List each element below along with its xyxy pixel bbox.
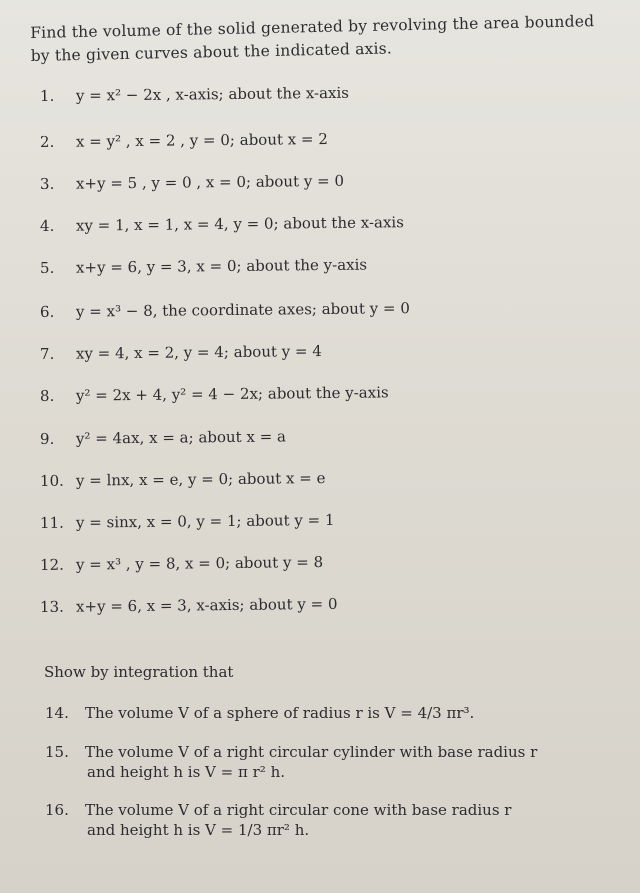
section-heading: Show by integration that (44, 663, 234, 681)
problem-3 (40, 171, 344, 194)
problem-number: 13. (39, 597, 64, 616)
problem-number: 5. (39, 258, 55, 277)
problem-11 (40, 510, 335, 533)
problem-5 (40, 255, 367, 278)
problem-text: y² = 2x + 4, y² = 4 − 2x; about the y-axis (75, 383, 389, 405)
problem-text: y = x³ − 8, the coordinate axes; about y = 0 (75, 299, 410, 321)
problem-text-line2: and height h is V = π r² h. (87, 763, 286, 781)
problem-text: y² = 4ax, x = a; about x = a (75, 427, 287, 448)
problem-number: 15. (45, 743, 69, 761)
problem-text: x+y = 5 , y = 0 , x = 0; about y = 0 (75, 171, 345, 193)
problem-16 (45, 800, 605, 840)
problem-4 (40, 212, 404, 236)
problem-text: The volume V of a sphere of radius r is V = 4/3 πr³. (85, 704, 475, 722)
problem-1 (40, 83, 349, 106)
problem-text: y = x³ , y = 8, x = 0; about y = 8 (75, 553, 324, 574)
problem-text: x = y² , x = 2 , y = 0; about x = 2 (75, 129, 328, 151)
problem-7 (40, 341, 322, 364)
problem-9 (40, 426, 286, 449)
problem-text: y = x² − 2x , x-axis; about the x-axis (75, 83, 350, 105)
problem-number: 7. (39, 344, 55, 363)
problem-8 (40, 382, 389, 406)
problem-text: y = sinx, x = 0, y = 1; about y = 1 (75, 510, 335, 532)
problem-number: 3. (39, 174, 55, 193)
problem-number: 12. (39, 555, 64, 574)
problem-6 (40, 298, 410, 322)
problem-text: xy = 1, x = 1, x = 4, y = 0; about the x-axis (75, 213, 404, 235)
problem-text: xy = 4, x = 2, y = 4; about y = 4 (75, 342, 322, 363)
problem-number: 11. (39, 513, 64, 532)
problem-13 (40, 594, 338, 617)
problem-2 (40, 129, 328, 152)
problem-number: 9. (39, 429, 55, 448)
problem-number: 8. (39, 386, 55, 405)
intro-instructions: Find the volume of the solid generated by revolving the area bounded by the given curves about the indicated axis. (30, 12, 595, 65)
problem-number: 16. (45, 801, 69, 819)
problem-number: 10. (39, 471, 64, 490)
problem-10 (40, 468, 326, 491)
problem-15 (45, 742, 605, 782)
problem-text: x+y = 6, x = 3, x-axis; about y = 0 (75, 594, 338, 616)
problem-12 (40, 552, 323, 575)
problem-number: 14. (45, 704, 69, 722)
problem-number: 2. (39, 132, 55, 151)
problem-14 (45, 703, 605, 723)
problem-text-line2: and height h is V = 1/3 πr² h. (87, 821, 310, 839)
problem-text: y = lnx, x = e, y = 0; about x = e (75, 469, 326, 490)
problem-number: 1. (39, 86, 55, 105)
problem-text-line1: The volume V of a right circular cylinder with base radius r (85, 743, 538, 761)
problem-number: 6. (39, 302, 55, 321)
problem-number: 4. (39, 216, 55, 235)
problem-text-line1: The volume V of a right circular cone with base radius r (85, 801, 512, 819)
problem-text: x+y = 6, y = 3, x = 0; about the y-axis (75, 255, 368, 277)
